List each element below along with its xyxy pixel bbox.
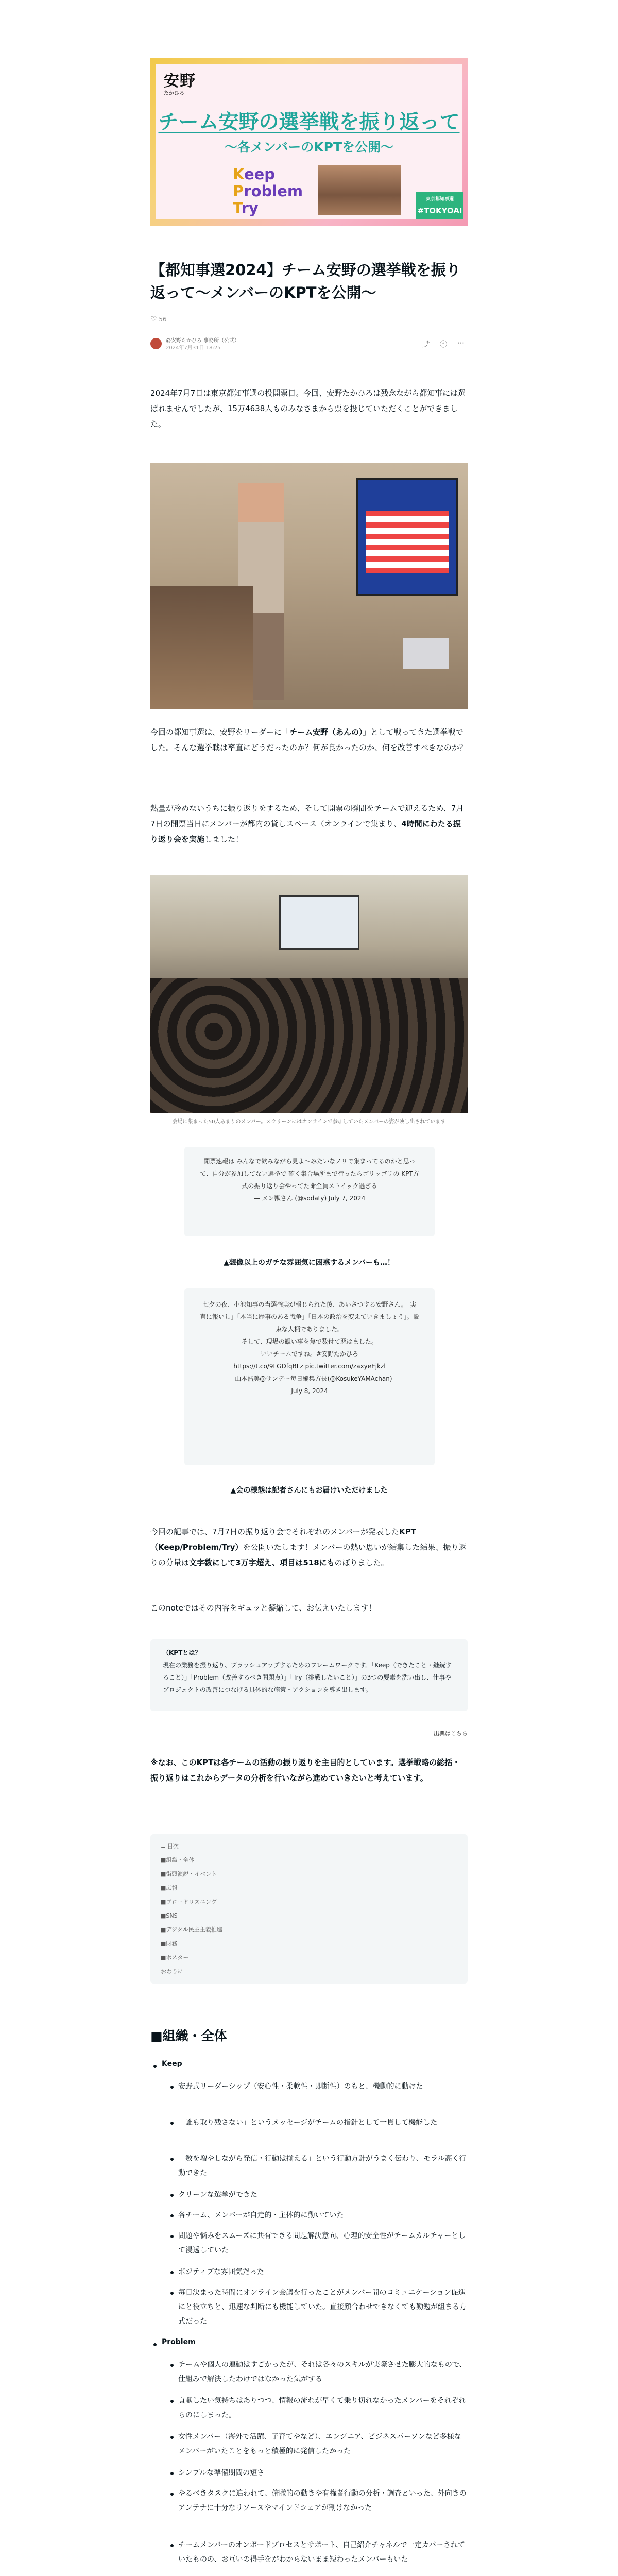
toc-title[interactable]: ≡ 目次 bbox=[161, 1843, 179, 1850]
source-link[interactable]: 出典はこちら bbox=[434, 1730, 468, 1737]
projector-screen bbox=[279, 895, 359, 950]
meeting-photo-1 bbox=[150, 463, 468, 709]
quote-1-caption: ▲想像以上のガチな雰囲気に困惑するメンバーも…！ bbox=[224, 1259, 394, 1267]
hero-hashtag: 東京都知事選 #TOKYOAI bbox=[416, 192, 464, 219]
bullet bbox=[170, 2214, 174, 2217]
seated-person bbox=[150, 586, 253, 709]
laptop bbox=[403, 638, 449, 669]
bullet bbox=[170, 2086, 174, 2089]
bullet bbox=[170, 2493, 174, 2496]
list-item: チームや個人の連動はすごかったが、それは各々のスキルが実際させた膨大的なもので、仕組みで解決したわけではなかった気がする bbox=[178, 2361, 467, 2383]
list-item: クリーンな選挙ができた bbox=[178, 2191, 258, 2199]
section-heading-organization: ■組織・全体 bbox=[150, 2028, 227, 2043]
author-row bbox=[150, 337, 468, 352]
list-item: やるべきタスクに追われて、俯瞰的の動きや有権者行動の分析・調査といった、外向きのアンテナに十分なリソースやマインドシェアが割けなかった bbox=[178, 2489, 467, 2512]
paragraph-review: 熱量が冷めないうちに振り返りをするため、そして開票の瞬間をチームで迎えるため、7月7日の開票当日にメンバーが都内の貸しスペース（オンラインで集まり、4時間にわたる振り返り会を実施しました！ bbox=[150, 804, 464, 844]
avatar[interactable] bbox=[150, 338, 162, 349]
bullet bbox=[170, 2122, 174, 2125]
paragraph-note: ※なお、このKPTは各チームの活動の振り返りを主目的としています。選挙戦略の総括・振り返りはこれからデータの分析を行いながら進めていきたいと考えています。 bbox=[150, 1758, 460, 1783]
author-name[interactable]: @安野たかひろ 事務所（公式） bbox=[166, 338, 240, 344]
toc-item[interactable]: ■ポスター bbox=[161, 1954, 189, 1961]
toc-item[interactable]: おわりに bbox=[161, 1968, 183, 1975]
tweet-hashtag[interactable]: いいチームですね。#安野たかひろ bbox=[260, 1350, 359, 1358]
bullet bbox=[170, 2194, 174, 2197]
paragraph-summary: このnoteではその内容をギュッと凝縮して、お伝えいたします！ bbox=[150, 1603, 376, 1613]
kpt-definition-box bbox=[150, 1639, 468, 1711]
more-icon[interactable]: ⋯ bbox=[457, 339, 465, 347]
photo-caption: 会場に集まった50人あまりのメンバー。スクリーンにはオンラインで参加していたメンバーの姿が映し出されています bbox=[172, 1119, 446, 1125]
tweet-date-link[interactable]: July 8, 2024 bbox=[291, 1387, 328, 1395]
crowd bbox=[150, 978, 468, 1113]
tv-screen bbox=[356, 478, 458, 596]
tweet-text-2: そして、現場の観い事を焦で数付て悪はました。 bbox=[242, 1338, 377, 1345]
list-item: シンプルな準備期間の短さ bbox=[178, 2469, 265, 2477]
toc-item[interactable]: ■広報 bbox=[161, 1885, 178, 1891]
like-count: 56 bbox=[159, 316, 167, 323]
box-body: 現在の業務を振り返り、ブラッシュアップするためのフレームワークです。「Keep（できたこと・継続すること）」「Problem（改善するべき問題点）」「Try（挑戦したいこと）」の3つの要素を洗い出し、仕事やプロジェクトの改善につなげる具体的な施策・アクションを導き出します。 bbox=[163, 1662, 452, 1693]
hero-title: チーム安野の選挙戦を振り返って bbox=[158, 111, 460, 134]
facebook-icon[interactable]: ⓕ bbox=[440, 341, 447, 349]
embedded-tweet-2 bbox=[184, 1288, 435, 1465]
publish-date: 2024年7月31日 18:25 bbox=[166, 345, 221, 351]
intro-paragraph: 2024年7月7日は東京都知事選の投開票日。今回、安野たかひろは残念ながら都知事には選ばれませんでしたが、15万4638人ものみなさまから票を投じていただくことができました。 bbox=[150, 388, 466, 429]
toc-item[interactable]: ■財務 bbox=[161, 1940, 178, 1947]
list-item: 「数を増やしながら発信・行動は揃える」という行動方針がうまく伝わり、モラル高く行動できた bbox=[178, 2155, 467, 2177]
bullet bbox=[170, 2364, 174, 2367]
box-title: （KPTとは？ bbox=[163, 1649, 201, 1656]
hero-photo bbox=[318, 165, 401, 215]
bullet bbox=[153, 2343, 157, 2346]
list-item: 貢献したい気持ちはありつつ、情報の流れが早くて乗り切れなかったメンバーをそれぞれらのにしまった。 bbox=[178, 2397, 466, 2419]
tweet-date-link[interactable]: July 7, 2024 bbox=[329, 1195, 366, 1202]
table-of-contents bbox=[150, 1834, 468, 1984]
meeting-photo-2 bbox=[150, 875, 468, 1113]
toc-item[interactable]: ■組織・全体 bbox=[161, 1857, 195, 1863]
tweet-text: 七夕の夜、小池知事の当選確実が報じられた後、あいさつする安野さん。「実直に報いし」「本当に歴事のある戦争」「日本の政治を変えていきましょう」。説束な人柄でありました。 bbox=[200, 1301, 420, 1333]
tweet-byline: — 山本浩美@サンデー毎日編集方長(@KosukeYAMAchan) bbox=[227, 1375, 392, 1382]
hero-subtitle: ～各メンバーのKPTを公開～ bbox=[225, 140, 393, 155]
bullet bbox=[170, 2400, 174, 2403]
bullet bbox=[170, 2271, 174, 2274]
tweet-text: 開票速報は みんなで飲みながら見よ〜みたいなノリで集まってるのかと思って、自分が参加してない選挙で 確く集合場所まで行ったらゴリッゴリの KPT方式の振り返り会やってた命全員ストイック過ぎる bbox=[200, 1158, 419, 1190]
toc-item[interactable]: ■街頭演説・イベント bbox=[161, 1871, 217, 1877]
list-icon: ≡ bbox=[161, 1843, 167, 1850]
bullet bbox=[170, 2292, 174, 2295]
tweet-link[interactable]: https://t.co/9LGDfqBLz pic.twitter.com/zaxyeEjkzl bbox=[233, 1363, 386, 1370]
heart-icon[interactable]: ♡ bbox=[150, 315, 157, 324]
toc-item[interactable]: ■SNS bbox=[161, 1912, 178, 1919]
hero-brand-logo: 安野 たかひろ bbox=[164, 72, 196, 96]
list-item: 「誰も取り残さない」というメッセージがチームの指針として一貫して機能した bbox=[178, 2119, 438, 2127]
article-title: 【都知事選2024】チーム安野の選挙戦を振り返って～メンバーのKPTを公開～ bbox=[150, 261, 461, 301]
embedded-tweet-1 bbox=[184, 1147, 435, 1236]
bullet bbox=[170, 2235, 174, 2238]
bullet bbox=[170, 2472, 174, 2475]
list-item: 問題や悩みをスムーズに共有できる問題解決意向、心理的安全性がチームカルチャーとして浸透していた bbox=[178, 2232, 466, 2255]
bullet bbox=[170, 2544, 174, 2547]
list-item: 女性メンバー（海外で活躍、子育てやなど）、エンジニア、ビジネスパーソンなど多様なメンバーがいたことをもっと積極的に発信したかった bbox=[178, 2433, 461, 2455]
paragraph-team: 今回の都知事選は、安野をリーダーに「チーム安野（あんの）」として戦ってきた選挙戦でした。そんな選挙戦は率直にどうだったのか？何が良かったのか、何を改善すべきなのか？ bbox=[150, 727, 467, 752]
list-item: ポジティブな雰囲気だった bbox=[178, 2268, 264, 2276]
like-row bbox=[150, 315, 167, 324]
list-item: 各チーム、メンバーが自走的・主体的に動いていた bbox=[178, 2211, 344, 2219]
article-header bbox=[150, 259, 468, 304]
list-item: チームメンバーのオンボードプロセスとサポート、自己紹介チャネルで一定カバーされていたものの、お互いの得手をがわからないまま短わったメンバーもいた bbox=[178, 2541, 465, 2564]
toc-item[interactable]: ■デジタル民主主義推進 bbox=[161, 1926, 222, 1933]
paragraph-kpt: 今回の記事では、7月7日の振り返り会でそれぞれのメンバーが発表したKPT（Keep/Problem/Try）を公開いたします！メンバーの熱い思いが結集した結果、振り返りの分量は文字数にして3万字超え、項目は518にものぼりました。 bbox=[150, 1527, 467, 1567]
toc-item[interactable]: ■ブロードリスニング bbox=[161, 1899, 217, 1905]
bullet bbox=[153, 2065, 157, 2068]
bullet bbox=[170, 2436, 174, 2439]
tweet-byline: — メン獣さん (@sodaty) July 7, 2024 bbox=[253, 1195, 366, 1202]
keep-label: Keep bbox=[162, 2060, 182, 2068]
quote-2-caption: ▲会の様態は記者さんにもお届けいただけました bbox=[230, 1486, 388, 1495]
problem-label: Problem bbox=[162, 2338, 196, 2346]
bullet bbox=[170, 2158, 174, 2161]
hero-kpt: Keep Problem Try bbox=[233, 165, 303, 217]
list-item: 安野式リーダーシップ（安心性・柔軟性・即断性）のもと、機動的に動けた bbox=[178, 2082, 423, 2091]
share-icon[interactable]: ⤴ bbox=[422, 341, 430, 349]
list-item: 毎日決まった時間にオンライン会議を行ったことがメンバー間のコミュニケーション促進にと役立ちと、迅速な判断にも機能していた。直接顔合わせできなくても勤勉が組まる方式だった bbox=[178, 2289, 467, 2326]
hero-banner bbox=[150, 58, 468, 226]
